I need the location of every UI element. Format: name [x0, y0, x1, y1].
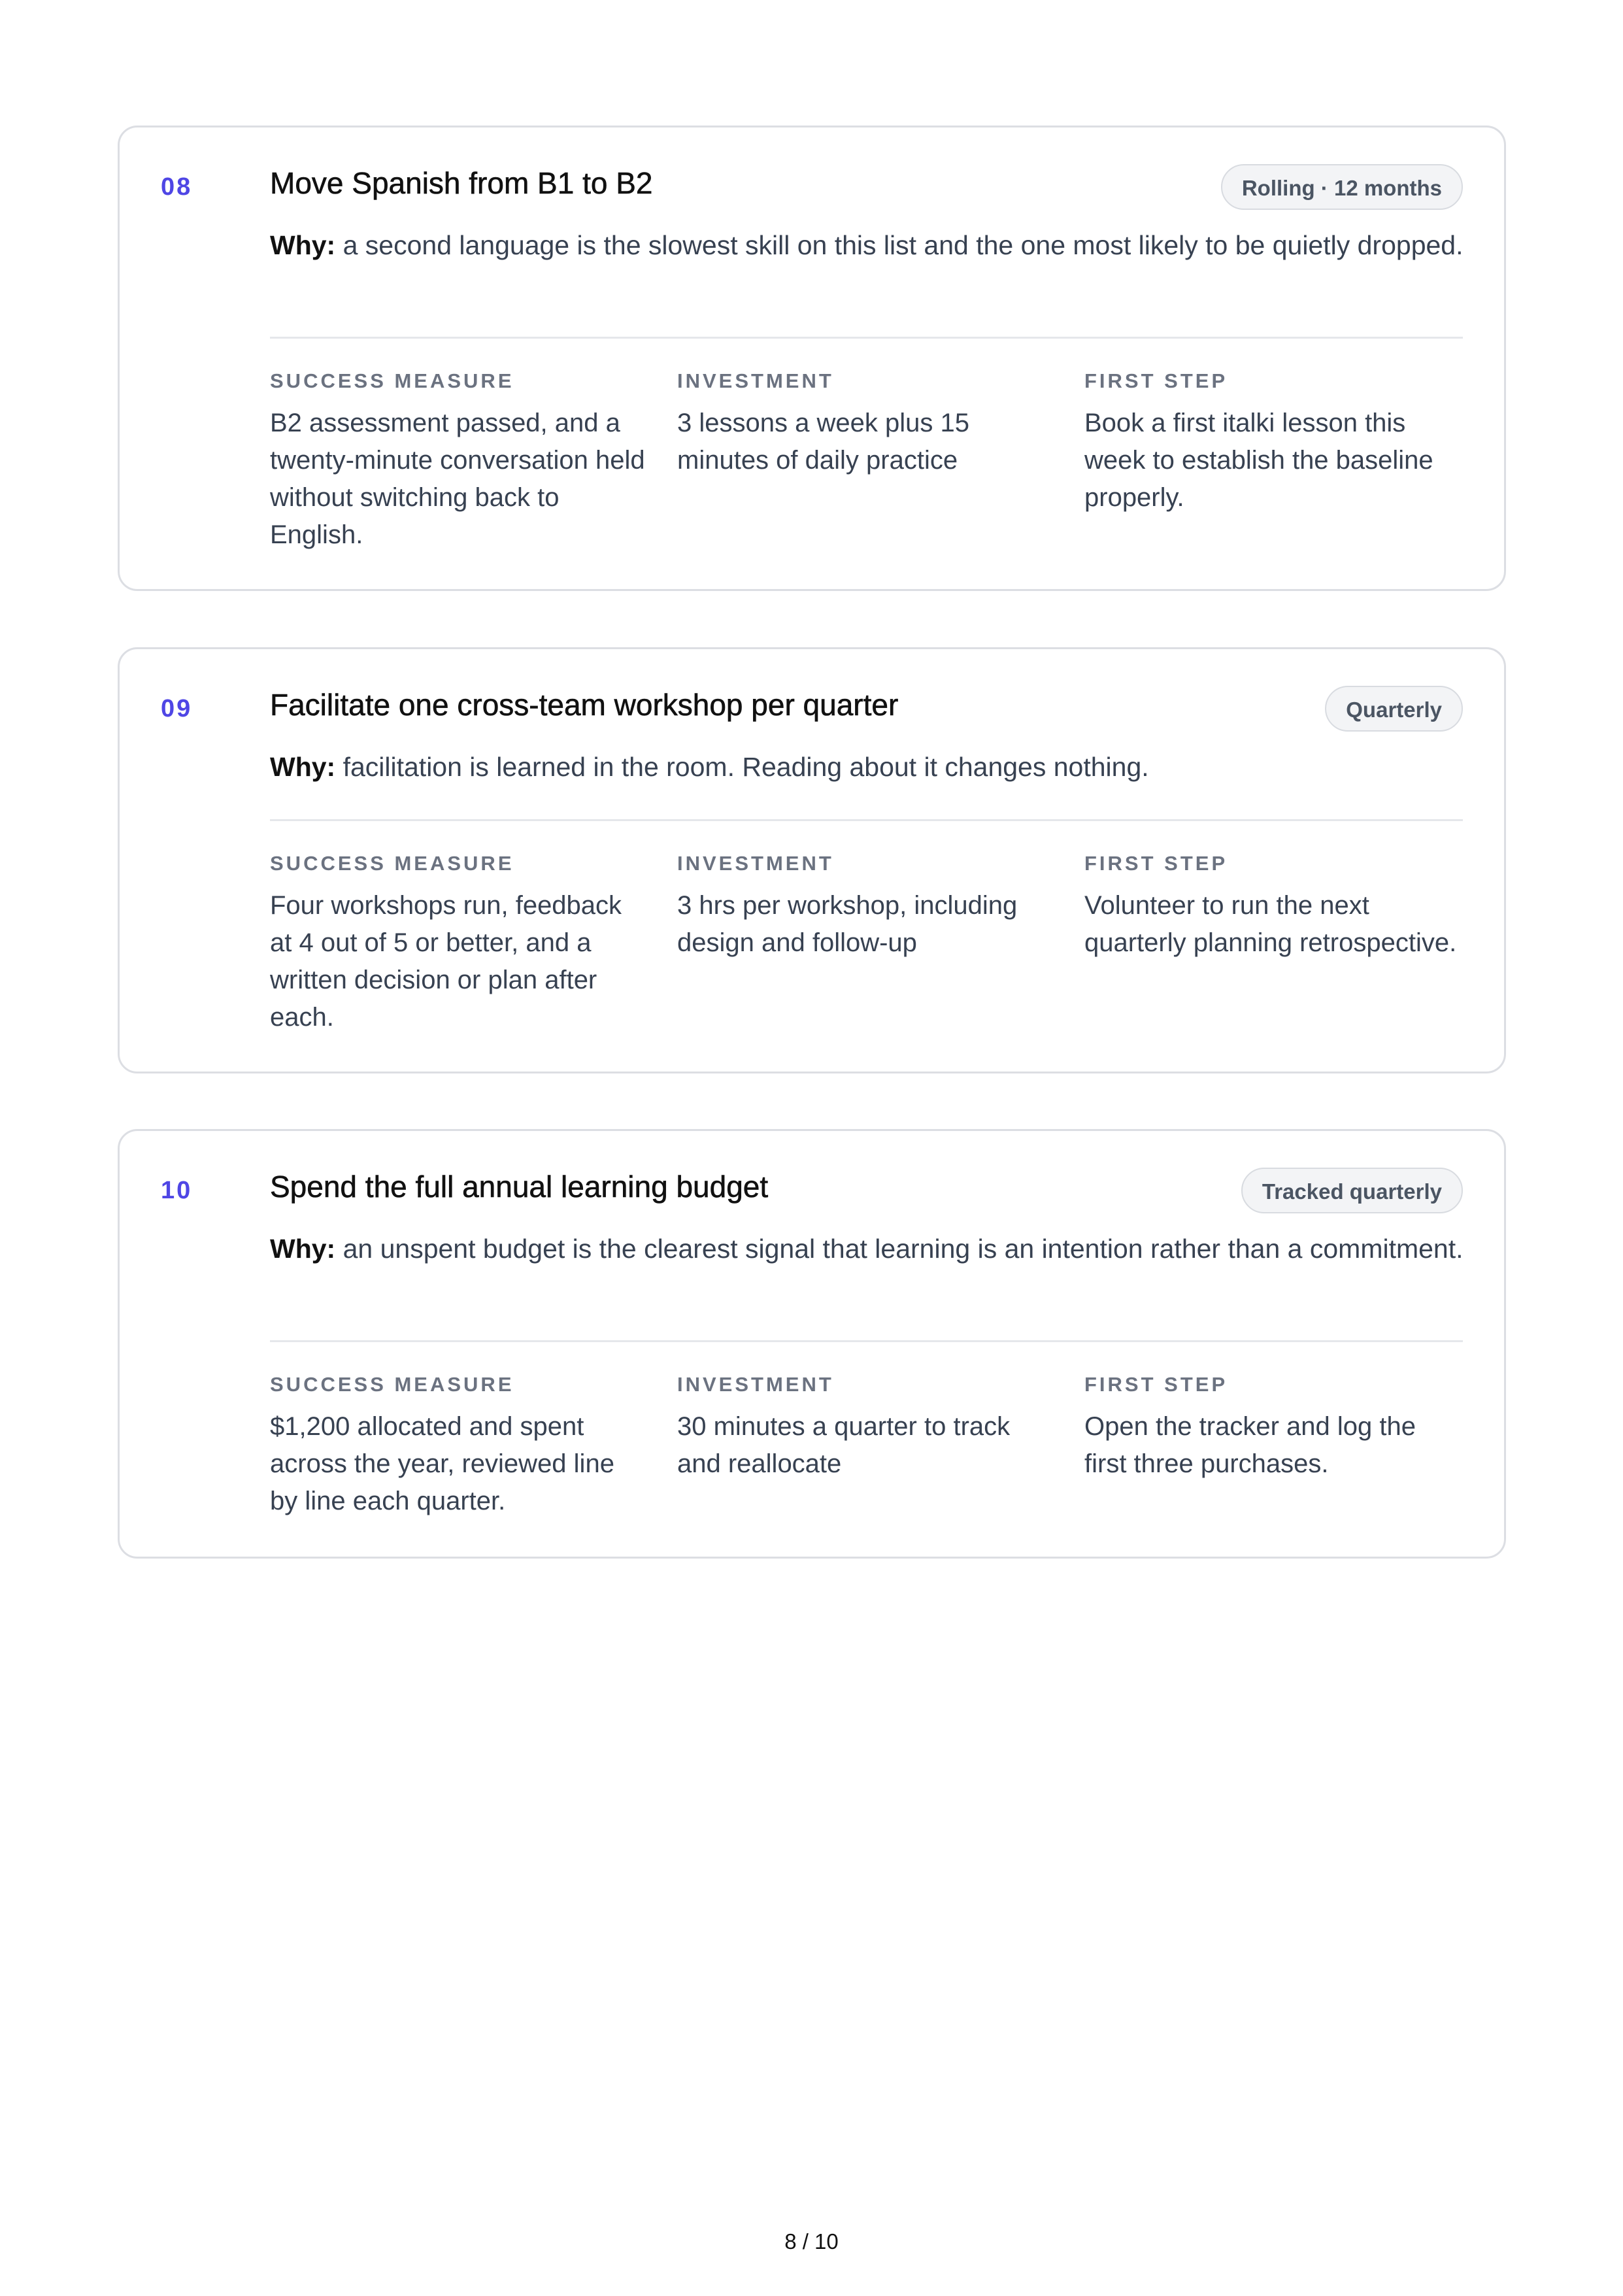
why-label: Why:	[270, 230, 336, 260]
investment-column	[677, 851, 1056, 962]
success-measure-label: SUCCESS MEASURE	[270, 369, 514, 392]
first-step-column	[1084, 368, 1464, 516]
page-number: 8 / 10	[784, 2229, 839, 2254]
goal-card	[118, 647, 1506, 1073]
investment-text: 3 lessons a week plus 15 minutes of daily practice	[677, 409, 969, 475]
success-measure-text: B2 assessment passed, and a twenty-minute conversation held without switching back to English.	[270, 409, 645, 549]
goal-frequency-badge: Tracked quarterly	[1241, 1168, 1463, 1213]
investment-label: INVESTMENT	[677, 852, 834, 875]
goal-number: 08	[161, 173, 193, 201]
why-text: an unspent budget is the clearest signal that learning is an intention rather than a commitment.	[335, 1234, 1464, 1264]
investment-label: INVESTMENT	[677, 1373, 834, 1396]
goal-why	[270, 746, 1466, 788]
success-measure-label: SUCCESS MEASURE	[270, 852, 514, 875]
first-step-column	[1084, 851, 1464, 962]
success-measure-column	[270, 851, 649, 1036]
investment-column	[677, 368, 1056, 479]
success-measure-column	[270, 1372, 649, 1520]
first-step-column	[1084, 1372, 1464, 1483]
goal-frequency-badge: Rolling · 12 months	[1221, 164, 1463, 210]
goal-title: Spend the full annual learning budget	[270, 1170, 769, 1204]
goal-number: 10	[161, 1177, 193, 1204]
first-step-text: Volunteer to run the next quarterly planning retrospective.	[1084, 891, 1457, 957]
why-label: Why:	[270, 752, 336, 782]
goal-number: 09	[161, 695, 193, 722]
investment-text: 30 minutes a quarter to track and reallocate	[677, 1412, 1011, 1478]
goal-divider	[270, 337, 1463, 339]
goal-card	[118, 1129, 1506, 1559]
success-measure-label: SUCCESS MEASURE	[270, 1373, 514, 1396]
first-step-text: Book a first italki lesson this week to establish the baseline properly.	[1084, 409, 1433, 512]
why-text: facilitation is learned in the room. Reading about it changes nothing.	[335, 752, 1149, 782]
first-step-label: FIRST STEP	[1084, 1373, 1228, 1396]
goal-title: Facilitate one cross-team workshop per quarter	[270, 688, 899, 722]
success-measure-text: $1,200 allocated and spent across the year, reviewed line by line each quarter.	[270, 1412, 614, 1515]
goal-divider	[270, 819, 1463, 821]
goal-frequency-badge: Quarterly	[1325, 686, 1463, 732]
first-step-label: FIRST STEP	[1084, 852, 1228, 875]
goal-why	[270, 1228, 1466, 1270]
first-step-label: FIRST STEP	[1084, 369, 1228, 392]
goal-card	[118, 126, 1506, 591]
why-label: Why:	[270, 1234, 336, 1264]
goal-why	[270, 224, 1466, 266]
investment-text: 3 hrs per workshop, including design and follow-up	[677, 891, 1018, 957]
investment-column	[677, 1372, 1056, 1483]
investment-label: INVESTMENT	[677, 369, 834, 392]
first-step-text: Open the tracker and log the first three purchases.	[1084, 1412, 1416, 1478]
success-measure-text: Four workshops run, feedback at 4 out of 5 or better, and a written decision or plan after each.	[270, 891, 622, 1032]
goal-title: Move Spanish from B1 to B2	[270, 166, 653, 200]
why-text: a second language is the slowest skill on this list and the one most likely to be quietly dropped.	[335, 230, 1464, 260]
goal-divider	[270, 1340, 1463, 1342]
success-measure-column	[270, 368, 649, 554]
